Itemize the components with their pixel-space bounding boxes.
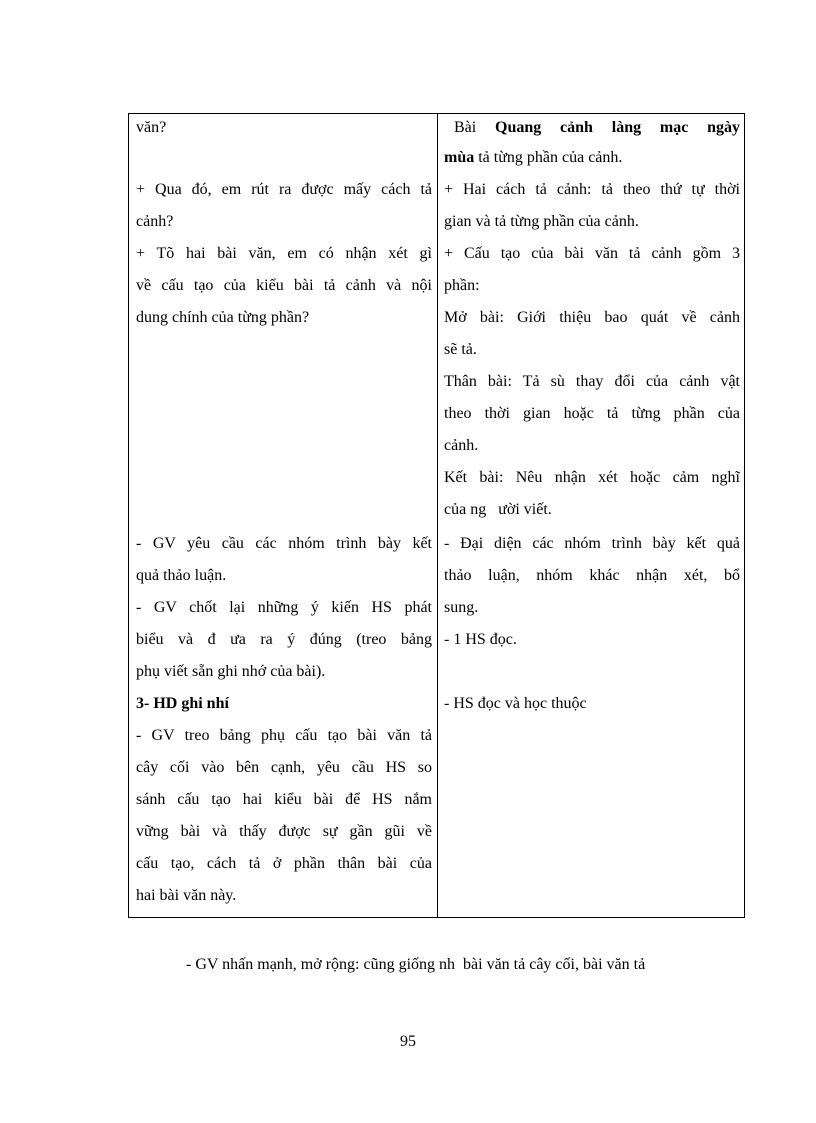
right-line: theo thời gian hoặc tả từng phần của bbox=[444, 405, 740, 422]
section-heading: 3- HD ghi nhí bbox=[136, 695, 229, 712]
right-line bbox=[454, 118, 740, 138]
left-line: vững bài và thấy được sự gần gũi về bbox=[136, 823, 432, 840]
page-number: 95 bbox=[400, 1033, 416, 1050]
right-line: - Đại diện các nhóm trình bày kết quả bbox=[444, 535, 740, 552]
right-line: sẽ tả. bbox=[444, 341, 477, 358]
right-line: Thân bài: Tả sù thay đổi của cảnh vật bbox=[444, 373, 740, 390]
left-line: quả thảo luận. bbox=[136, 567, 227, 584]
lesson-title: Quang cảnh làng mạc ngày bbox=[495, 119, 741, 136]
left-line: hai bài văn này. bbox=[136, 887, 237, 904]
lesson-table bbox=[128, 113, 745, 918]
left-line: cây cối vào bên cạnh, yêu cầu HS so bbox=[136, 759, 432, 776]
left-line: sánh cấu tạo hai kiểu bài để HS nắm bbox=[136, 791, 432, 808]
right-text: Bài bbox=[454, 119, 477, 136]
right-line: phần: bbox=[444, 277, 480, 294]
left-line: văn? bbox=[136, 119, 167, 136]
right-text: tả từng phần của cảnh. bbox=[478, 149, 623, 166]
left-line: + Tõ hai bài văn, em có nhận xét gì bbox=[136, 245, 432, 262]
body-paragraph: - GV nhấn mạnh, mở rộng: cũng giống nh bài văn tả cây cối, bài văn tả bbox=[186, 956, 646, 973]
right-line: gian và tả từng phần của cảnh. bbox=[444, 213, 639, 230]
lesson-title-end: mùa bbox=[444, 149, 475, 166]
right-line: - HS đọc và học thuộc bbox=[444, 695, 587, 712]
left-line: cấu tạo, cách tả ở phần thân bài của bbox=[136, 855, 432, 872]
right-line bbox=[444, 148, 740, 168]
left-line: phụ viết sẵn ghi nhớ của bài). bbox=[136, 663, 326, 680]
left-line: - GV treo bảng phụ cấu tạo bài văn tả bbox=[136, 727, 432, 744]
left-line: dung chính của từng phần? bbox=[136, 309, 310, 326]
right-line: thảo luận, nhóm khác nhận xét, bổ bbox=[444, 567, 740, 584]
right-line: Kết bài: Nêu nhận xét hoặc cảm nghĩ bbox=[444, 469, 740, 486]
right-line: cảnh. bbox=[444, 437, 479, 454]
right-line: Mở bài: Giới thiệu bao quát về cảnh bbox=[444, 309, 740, 326]
left-line: - GV yêu cầu các nhóm trình bày kết bbox=[136, 535, 432, 552]
left-line: về cấu tạo của kiểu bài tả cảnh và nội bbox=[136, 277, 432, 294]
right-line: của ng ười viết. bbox=[444, 501, 552, 518]
right-line: + Hai cách tả cảnh: tả theo thứ tự thời bbox=[444, 181, 740, 198]
left-line: biểu và đ ưa ra ý đúng (treo bảng bbox=[136, 631, 432, 648]
left-line: - GV chốt lại những ý kiến HS phát bbox=[136, 599, 432, 616]
right-line: - 1 HS đọc. bbox=[444, 631, 517, 648]
right-line: + Cấu tạo của bài văn tả cảnh gồm 3 bbox=[444, 245, 740, 262]
right-line: sung. bbox=[444, 599, 479, 616]
left-line: + Qua đó, em rút ra được mấy cách tả bbox=[136, 181, 432, 198]
left-line: cảnh? bbox=[136, 213, 174, 230]
column-divider bbox=[437, 114, 438, 917]
